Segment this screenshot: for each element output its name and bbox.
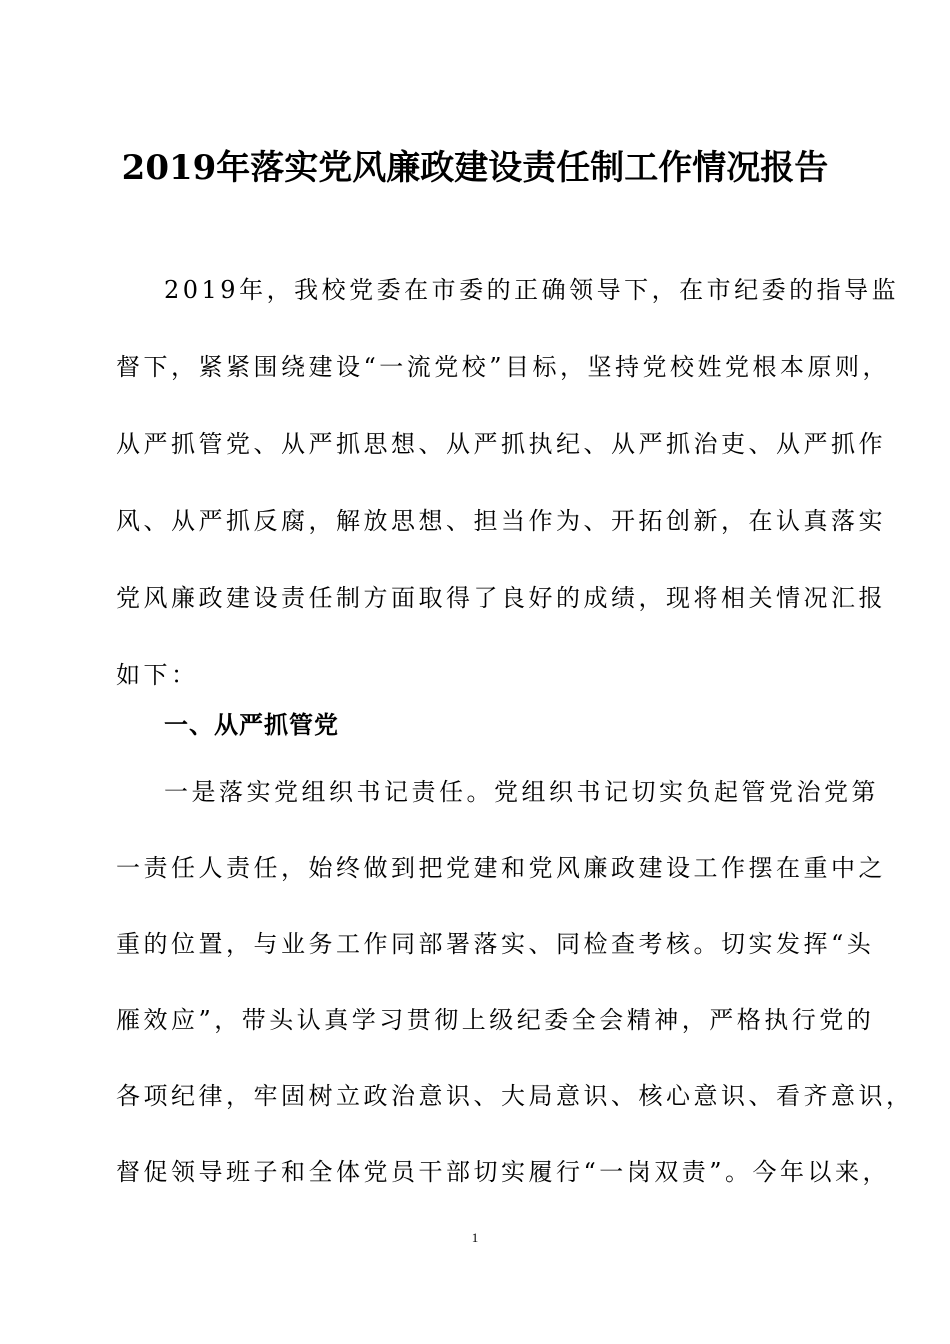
paragraph-line: 雁效应”，带头认真学习贯彻上级纪委全会精神，严格执行党的: [116, 1006, 875, 1034]
paragraph-line: 从严抓管党、从严抓思想、从严抓执纪、从严抓治吏、从严抓作: [116, 430, 886, 458]
paragraph-line: 督下，紧紧围绕建设“一流党校”目标，坚持党校姓党根本原则，: [116, 353, 891, 381]
paragraph-line: 督促领导班子和全体党员干部切实履行“一岗双责”。今年以来，: [116, 1158, 891, 1186]
paragraph-line: 风、从严抓反腐，解放思想、担当作为、开拓创新，在认真落实: [116, 507, 886, 535]
paragraph-line: 一是落实党组织书记责任。党组织书记切实负起管党治党第: [164, 778, 879, 806]
paragraph-line: 党风廉政建设责任制方面取得了良好的成绩，现将相关情况汇报: [116, 584, 886, 612]
paragraph-line: 如下：: [116, 661, 199, 689]
document-title: 2019年落实党风廉政建设责任制工作情况报告: [121, 148, 829, 188]
paragraph-line: 重的位置，与业务工作同部署落实、同检查考核。切实发挥“头: [116, 930, 875, 958]
paragraph-line: 各项纪律，牢固树立政治意识、大局意识、核心意识、看齐意识，: [116, 1082, 914, 1110]
paragraph-line: 一责任人责任，始终做到把党建和党风廉政建设工作摆在重中之: [116, 854, 886, 882]
paragraph-line: 2019年，我校党委在市委的正确领导下，在市纪委的指导监: [164, 276, 900, 304]
section-heading: 一、从严抓管党: [164, 711, 339, 739]
page-number: 1: [471, 1230, 479, 1245]
